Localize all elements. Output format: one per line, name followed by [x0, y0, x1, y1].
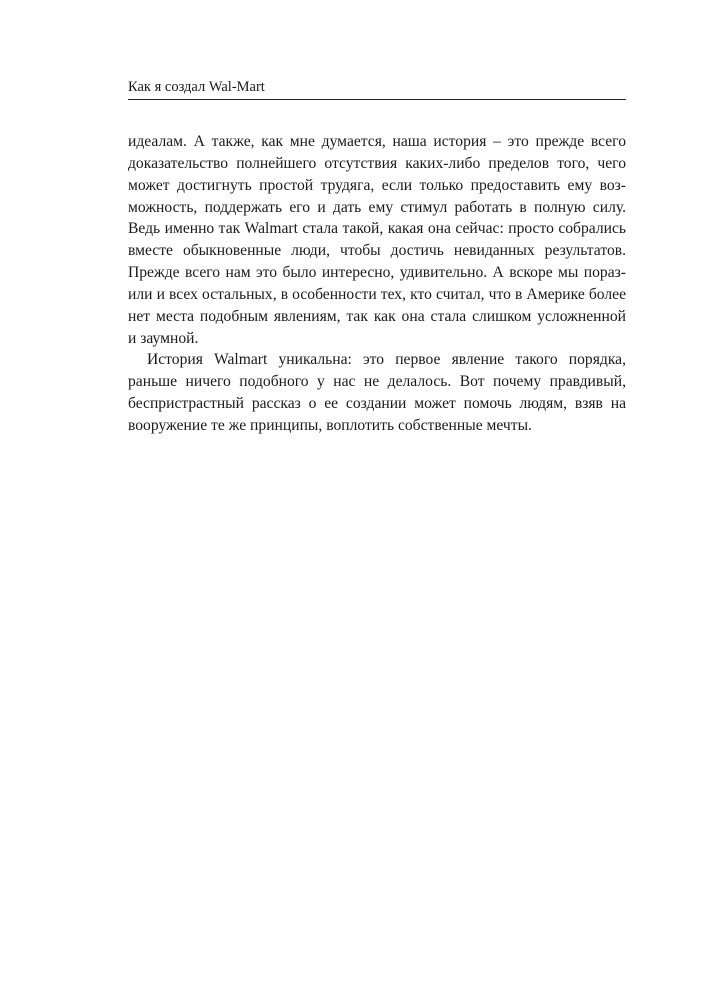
text-line: идеалам. А также, как мне думается, наша история – это прежде всего: [128, 133, 626, 150]
text-line: вместе обыкновенные люди, чтобы достичь невиданных результатов.: [128, 242, 626, 260]
text-line: вооружение те же принципы, воплотить собственные мечты.: [128, 416, 532, 434]
text-line: нет места подобным явлениям, так как она стала слишком усложненной: [128, 307, 626, 325]
paragraph-1: [128, 131, 626, 349]
text-line: Прежде всего нам это было интересно, удивительно. А вскоре мы пораз-: [128, 264, 626, 282]
text-line: может достигнуть простой трудяга, если только предоставить ему воз-: [128, 176, 626, 194]
text-line: раньше ничего подобного у нас не делалось. Вот почему правдивый,: [128, 373, 626, 391]
text-line: или и всех остальных, в особенности тех, кто считал, что в Америке более: [128, 285, 626, 303]
text-line: можность, поддержать его и дать ему стимул работать в полную силу.: [128, 198, 626, 216]
paragraph-2: [128, 349, 626, 436]
page-body: [128, 131, 626, 437]
text-line: Ведь именно так Walmart стала такой, какая она сейчас: просто собрались: [128, 220, 626, 238]
text-line: и заумной.: [128, 329, 199, 347]
running-title: Как я создал Wal-Mart: [128, 79, 265, 95]
text-line: доказательство полнейшего отсутствия каких-либо пределов того, чего: [128, 154, 626, 172]
text-line: История Walmart уникальна: это первое явление такого порядка,: [147, 351, 626, 369]
header-rule: [128, 99, 626, 100]
text-line: беспристрастный рассказ о ее создании может помочь людям, взяв на: [128, 395, 626, 413]
